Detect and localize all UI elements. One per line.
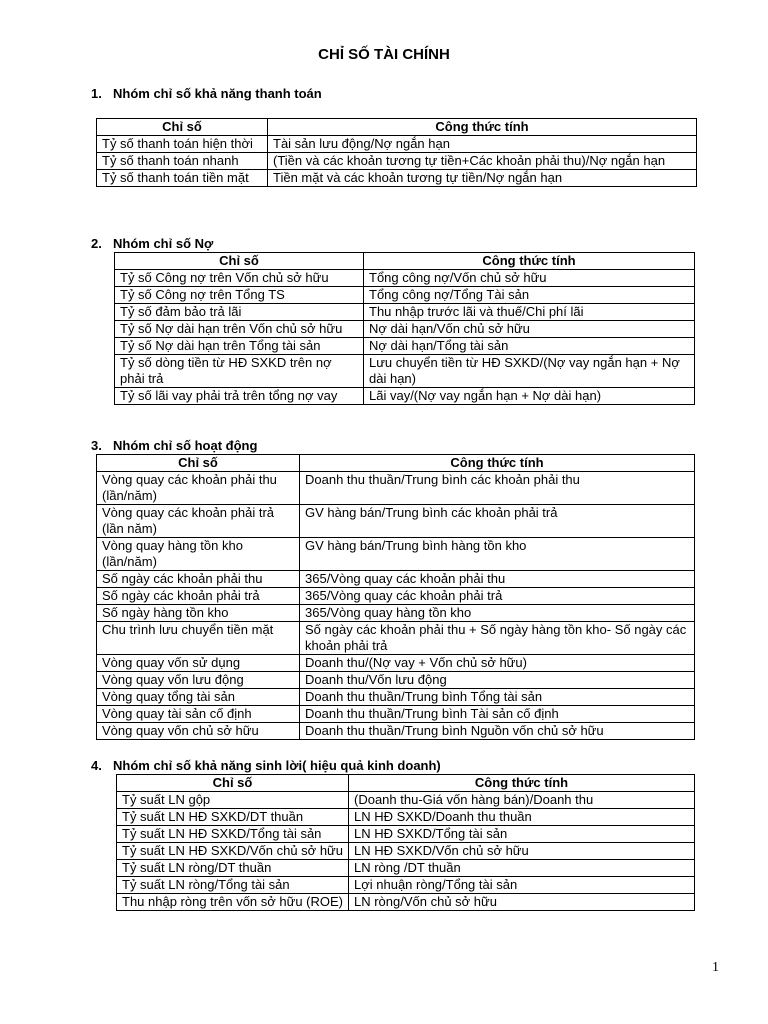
table-row [115, 287, 695, 304]
indicator-cell: Tỷ số Công nợ trên Vốn chủ sở hữu [115, 270, 364, 287]
table-row [97, 538, 695, 571]
table-row [115, 270, 695, 287]
table-row [97, 472, 695, 505]
table-row [115, 338, 695, 355]
formula-cell: LN ròng/Vốn chủ sở hữu [349, 894, 695, 911]
table-row [97, 153, 697, 170]
table-row [97, 655, 695, 672]
indicator-cell: Tỷ số thanh toán hiện thời [97, 136, 268, 153]
column-header-indicator: Chỉ số [117, 775, 349, 792]
indicator-cell: Tỷ số Nợ dài hạn trên Vốn chủ sở hữu [115, 321, 364, 338]
formula-cell: Tiền mặt và các khoản tương tự tiền/Nợ ngắn hạn [268, 170, 697, 187]
section-heading-liquidity [91, 86, 322, 101]
table-row [97, 136, 697, 153]
table-row [115, 304, 695, 321]
table-row [117, 894, 695, 911]
document-title: CHỈ SỐ TÀI CHÍNH [318, 46, 450, 63]
formula-cell: LN ròng /DT thuần [349, 860, 695, 877]
indicator-cell: Tỷ suất LN ròng/DT thuần [117, 860, 349, 877]
table-header-row [117, 775, 695, 792]
table-row [97, 706, 695, 723]
section-number: 3. [91, 438, 102, 453]
profitability-ratio-table [116, 774, 695, 911]
table-header-row [97, 455, 695, 472]
formula-cell: Nợ dài hạn/Vốn chủ sở hữu [364, 321, 695, 338]
indicator-cell: Vòng quay vốn chủ sở hữu [97, 723, 300, 740]
page-number: 1 [712, 960, 719, 975]
indicator-cell: Tỷ số lãi vay phải trả trên tổng nợ vay [115, 388, 364, 405]
formula-cell: Doanh thu thuần/Trung bình Tài sản cố định [300, 706, 695, 723]
formula-cell: GV hàng bán/Trung bình các khoản phải trả [300, 505, 695, 538]
column-header-formula: Công thức tính [364, 253, 695, 270]
indicator-cell: Thu nhập ròng trên vốn sở hữu (ROE) [117, 894, 349, 911]
formula-cell: Số ngày các khoản phải thu + Số ngày hàng tồn kho- Số ngày các khoản phải trả [300, 622, 695, 655]
section-heading-debt [91, 236, 213, 251]
indicator-cell: Vòng quay hàng tồn kho (lần/năm) [97, 538, 300, 571]
indicator-cell: Vòng quay các khoản phải thu (lần/năm) [97, 472, 300, 505]
indicator-cell: Tỷ số dòng tiền từ HĐ SXKD trên nợ phải trả [115, 355, 364, 388]
table-row [117, 809, 695, 826]
indicator-cell: Vòng quay tài sản cố định [97, 706, 300, 723]
formula-cell: Doanh thu thuần/Trung bình Tổng tài sản [300, 689, 695, 706]
indicator-cell: Tỷ suất LN ròng/Tổng tài sản [117, 877, 349, 894]
table-row [97, 588, 695, 605]
indicator-cell: Tỷ số thanh toán nhanh [97, 153, 268, 170]
indicator-cell: Tỷ số Nợ dài hạn trên Tổng tài sản [115, 338, 364, 355]
indicator-cell: Vòng quay các khoản phải trả (lần năm) [97, 505, 300, 538]
indicator-cell: Số ngày các khoản phải thu [97, 571, 300, 588]
section-title: Nhóm chỉ số Nợ [113, 236, 214, 251]
table-row [97, 505, 695, 538]
indicator-cell: Số ngày hàng tồn kho [97, 605, 300, 622]
table-row [115, 321, 695, 338]
indicator-cell: Tỷ suất LN gộp [117, 792, 349, 809]
formula-cell: 365/Vòng quay các khoản phải trả [300, 588, 695, 605]
indicator-cell: Tỷ số thanh toán tiền mặt [97, 170, 268, 187]
table-row [115, 355, 695, 388]
formula-cell: Thu nhập trước lãi và thuế/Chi phí lãi [364, 304, 695, 321]
column-header-indicator: Chỉ số [97, 455, 300, 472]
table-row [97, 170, 697, 187]
section-heading-profitability [91, 758, 441, 773]
formula-cell: Doanh thu/(Nợ vay + Vốn chủ sở hữu) [300, 655, 695, 672]
formula-cell: LN HĐ SXKD/Doanh thu thuần [349, 809, 695, 826]
table-header-row [115, 253, 695, 270]
formula-cell: Doanh thu thuần/Trung bình các khoản phải thu [300, 472, 695, 505]
column-header-indicator: Chỉ số [115, 253, 364, 270]
section-title: Nhóm chỉ số hoạt động [113, 438, 258, 453]
activity-ratio-table [96, 454, 695, 740]
indicator-cell: Vòng quay vốn lưu động [97, 672, 300, 689]
indicator-cell: Tỷ suất LN HĐ SXKD/Tổng tài sản [117, 826, 349, 843]
formula-cell: Tổng công nợ/Vốn chủ sở hữu [364, 270, 695, 287]
table-row [115, 388, 695, 405]
table-row [97, 622, 695, 655]
section-title: Nhóm chỉ số khả năng sinh lời( hiệu quả kinh doanh) [113, 758, 441, 773]
column-header-indicator: Chỉ số [97, 119, 268, 136]
formula-cell: 365/Vòng quay các khoản phải thu [300, 571, 695, 588]
table-row [97, 571, 695, 588]
formula-cell: Tổng công nợ/Tổng Tài sản [364, 287, 695, 304]
indicator-cell: Tỷ suất LN HĐ SXKD/DT thuần [117, 809, 349, 826]
table-row [97, 723, 695, 740]
table-row [117, 860, 695, 877]
indicator-cell: Chu trình lưu chuyển tiền mặt [97, 622, 300, 655]
formula-cell: (Tiền và các khoản tương tự tiền+Các khoản phải thu)/Nợ ngắn hạn [268, 153, 697, 170]
formula-cell: Lợi nhuận ròng/Tổng tài sản [349, 877, 695, 894]
formula-cell: 365/Vòng quay hàng tồn kho [300, 605, 695, 622]
formula-cell: Tài sản lưu động/Nợ ngắn hạn [268, 136, 697, 153]
table-row [97, 605, 695, 622]
formula-cell: LN HĐ SXKD/Tổng tài sản [349, 826, 695, 843]
table-row [117, 792, 695, 809]
formula-cell: Lưu chuyển tiền từ HĐ SXKD/(Nợ vay ngắn hạn + Nợ dài hạn) [364, 355, 695, 388]
section-number: 4. [91, 758, 102, 773]
indicator-cell: Vòng quay vốn sử dụng [97, 655, 300, 672]
formula-cell: Nợ dài hạn/Tổng tài sản [364, 338, 695, 355]
section-number: 1. [91, 86, 102, 101]
indicator-cell: Vòng quay tổng tài sản [97, 689, 300, 706]
indicator-cell: Số ngày các khoản phải trả [97, 588, 300, 605]
table-header-row [97, 119, 697, 136]
table-row [117, 877, 695, 894]
section-heading-activity [91, 438, 257, 453]
formula-cell: Lãi vay/(Nợ vay ngắn hạn + Nợ dài hạn) [364, 388, 695, 405]
table-row [97, 689, 695, 706]
formula-cell: LN HĐ SXKD/Vốn chủ sở hữu [349, 843, 695, 860]
section-title: Nhóm chỉ số khả năng thanh toán [113, 86, 322, 101]
table-row [117, 826, 695, 843]
column-header-formula: Công thức tính [349, 775, 695, 792]
table-row [97, 672, 695, 689]
formula-cell: Doanh thu thuần/Trung bình Nguồn vốn chủ sở hữu [300, 723, 695, 740]
formula-cell: Doanh thu/Vốn lưu động [300, 672, 695, 689]
formula-cell: GV hàng bán/Trung bình hàng tồn kho [300, 538, 695, 571]
formula-cell: (Doanh thu-Giá vốn hàng bán)/Doanh thu [349, 792, 695, 809]
column-header-formula: Công thức tính [300, 455, 695, 472]
indicator-cell: Tỷ số đảm bảo trả lãi [115, 304, 364, 321]
indicator-cell: Tỷ suất LN HĐ SXKD/Vốn chủ sở hữu [117, 843, 349, 860]
section-number: 2. [91, 236, 102, 251]
column-header-formula: Công thức tính [268, 119, 697, 136]
debt-ratio-table [114, 252, 695, 405]
table-row [117, 843, 695, 860]
liquidity-ratio-table [96, 118, 697, 187]
indicator-cell: Tỷ số Công nợ trên Tổng TS [115, 287, 364, 304]
